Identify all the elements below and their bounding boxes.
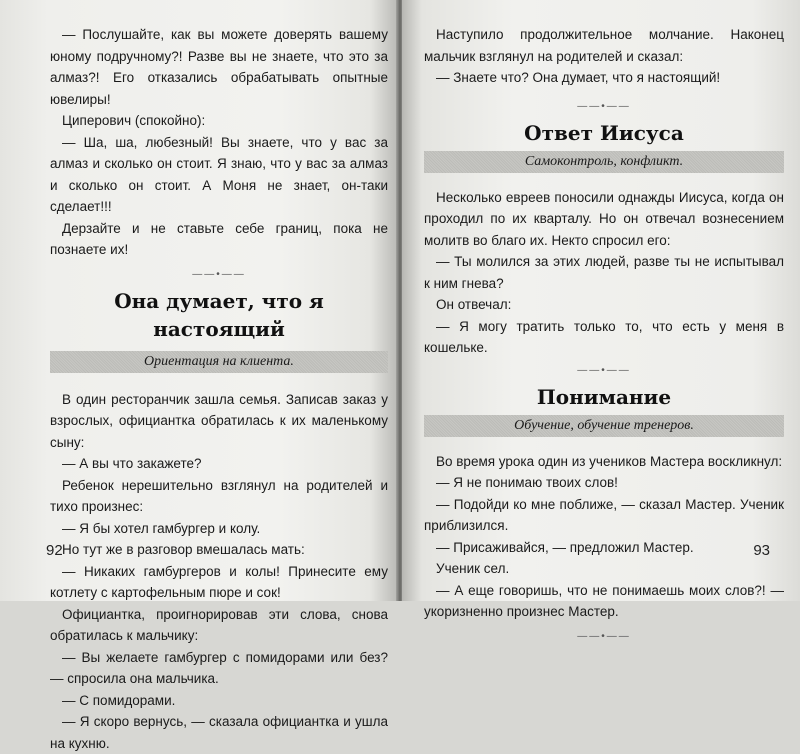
section-ornament: ——•—— xyxy=(424,629,784,645)
paragraph: — Послушайте, как вы можете доверять вашему юному подручному?! Разве вы не знаете, что это за алмаз?! Его отказались обрабатывать опытные ювелиры! xyxy=(50,24,388,110)
paragraph: — Я бы хотел гамбургер и колу. xyxy=(50,518,388,540)
section-subtitle: Обучение, обучение тренеров. xyxy=(424,415,784,437)
page-number: 92 xyxy=(46,542,63,559)
section-ornament: ——•—— xyxy=(424,363,784,379)
right-page xyxy=(402,0,800,601)
section-title: Ответ Иисуса xyxy=(424,119,784,147)
paragraph: — Знаете что? Она думает, что я настоящий! xyxy=(424,67,784,89)
section-title: Понимание xyxy=(424,383,784,411)
paragraph: Циперович (спокойно): xyxy=(50,110,388,132)
left-page xyxy=(0,0,398,601)
paragraph: Ребенок нерешительно взглянул на родителей и тихо произнес: xyxy=(50,475,388,518)
section-body xyxy=(424,187,784,359)
section-ornament: ——•—— xyxy=(424,99,784,115)
paragraph: Он отвечал: xyxy=(424,294,784,316)
paragraph: Несколько евреев поносили однажды Иисуса, когда он проходил по их кварталу. Но он отвечал вознесением молитв во благо их. Некто спросил его: xyxy=(424,187,784,252)
paragraph: Ученик сел. xyxy=(424,558,784,580)
paragraph: — Никаких гамбургеров и колы! Принесите ему котлету с картофельным пюре и сок! xyxy=(50,561,388,604)
paragraph: — Я скоро вернусь, — сказала официантка и ушла на кухню. xyxy=(50,711,388,754)
paragraph: — Я могу тратить только то, что есть у меня в кошельке. xyxy=(424,316,784,359)
section-body xyxy=(424,451,784,623)
paragraph: — Вы желаете гамбургер с помидорами или без? — спросила она мальчика. xyxy=(50,647,388,690)
paragraph: — С помидорами. xyxy=(50,690,388,712)
paragraph: — Присаживайся, — предложил Мастер. xyxy=(424,537,784,559)
page-number: 93 xyxy=(753,542,770,559)
paragraph: — Ты молился за этих людей, разве ты не испытывал к ним гнева? xyxy=(424,251,784,294)
section-body xyxy=(50,389,388,754)
paragraph: В один ресторанчик зашла семья. Записав заказ у взрослых, официантка обратилась к их маленькому сыну: xyxy=(50,389,388,454)
section-ornament: ——•—— xyxy=(50,267,388,283)
paragraph: Наступило продолжительное молчание. Наконец мальчик взглянул на родителей и сказал: xyxy=(424,24,784,67)
paragraph: — Подойди ко мне поближе, — сказал Мастер. Ученик приблизился. xyxy=(424,494,784,537)
paragraph: Официантка, проигнорировав эти слова, снова обратилась к мальчику: xyxy=(50,604,388,647)
paragraph: — Я не понимаю твоих слов! xyxy=(424,472,784,494)
section-title: Она думает, что я настоящий xyxy=(50,287,388,343)
section-subtitle: Ориентация на клиента. xyxy=(50,351,388,373)
paragraph: — А вы что закажете? xyxy=(50,453,388,475)
paragraph: — Ша, ша, любезный! Вы знаете, что у вас за алмаз и сколько он стоит. Я знаю, что у вас за алмаз и сколько он стоит. А Моня не знает, он-таки сделает!!! xyxy=(50,132,388,218)
paragraph: Дерзайте и не ставьте себе границ, пока не познаете их! xyxy=(50,218,388,261)
paragraph: — А еще говоришь, что не понимаешь моих слов?! — укоризненно произнес Мастер. xyxy=(424,580,784,623)
paragraph: Но тут же в разговор вмешалась мать: xyxy=(50,539,388,561)
section-subtitle: Самоконтроль, конфликт. xyxy=(424,151,784,173)
paragraph: Во время урока один из учеников Мастера воскликнул: xyxy=(424,451,784,473)
